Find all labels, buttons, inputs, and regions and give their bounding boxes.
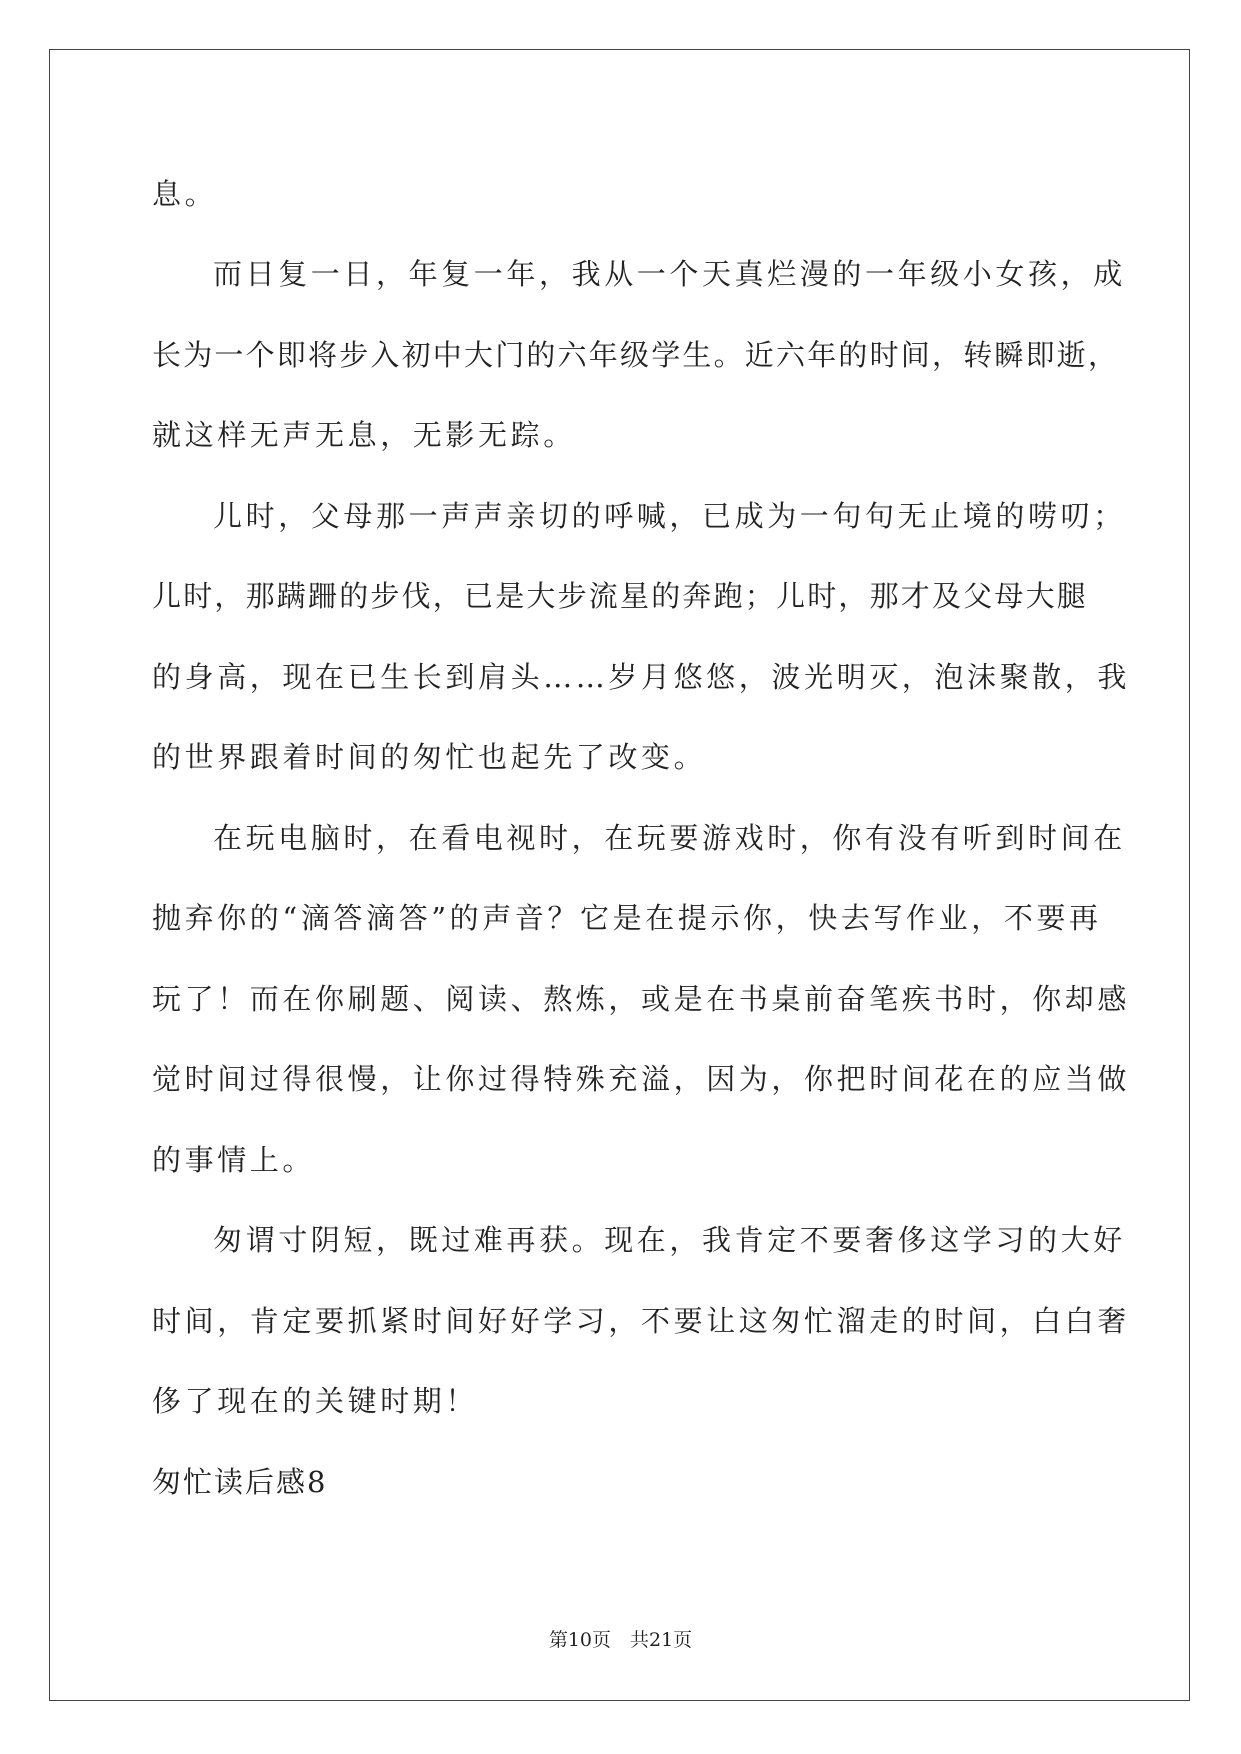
- paragraph-first-line: 而日复一日，年复一年，我从一个天真烂漫的一年级小女孩，成: [213, 257, 1126, 291]
- paragraph-first-line: 匆谓寸阴短，既过难再获。现在，我肯定不要奢侈这学习的大好: [213, 1223, 1126, 1257]
- text-line: 觉时间过得很慢，让你过得特殊充溢，因为，你把时间花在的应当做: [152, 1062, 1131, 1096]
- text-line: 时间，肯定要抓紧时间好好学习，不要让这匆忙溜走的时间，白白奢: [152, 1304, 1131, 1338]
- text-line: 就这样无声无息，无影无踪。: [152, 418, 576, 452]
- text-line: 的事情上。: [152, 1143, 316, 1177]
- text-line: 息。: [152, 177, 218, 211]
- text-line: 玩了！而在你刷题、阅读、熬炼，或是在书桌前奋笔疾书时，你却感: [152, 982, 1131, 1016]
- text-line: 抛弃你的“滴答滴答”的声音？它是在提示你，快去写作业，不要再: [152, 901, 1102, 935]
- page-number-footer: 第10页 共21页: [548, 1629, 693, 1651]
- section-heading: 匆忙读后感8: [152, 1465, 328, 1499]
- paragraph-first-line: 儿时，父母那一声声亲切的呼喊，已成为一句句无止境的唠叨；: [213, 499, 1126, 533]
- text-line: 侈了现在的关键时期！: [152, 1384, 479, 1418]
- text-line: 的身高，现在已生长到肩头……岁月悠悠，波光明灭，泡沫聚散，我: [152, 660, 1131, 694]
- text-line: 长为一个即将步入初中大门的六年级学生。近六年的时间，转瞬即逝，: [152, 338, 1120, 372]
- text-line: 的世界跟着时间的匆忙也起先了改变。: [152, 740, 707, 774]
- page-border: [49, 49, 1190, 1701]
- paragraph-first-line: 在玩电脑时，在看电视时，在玩要游戏时，你有没有听到时间在: [213, 821, 1126, 855]
- text-line: 儿时，那蹒跚的步伐，已是大步流星的奔跑；儿时，那才及父母大腿: [152, 579, 1089, 613]
